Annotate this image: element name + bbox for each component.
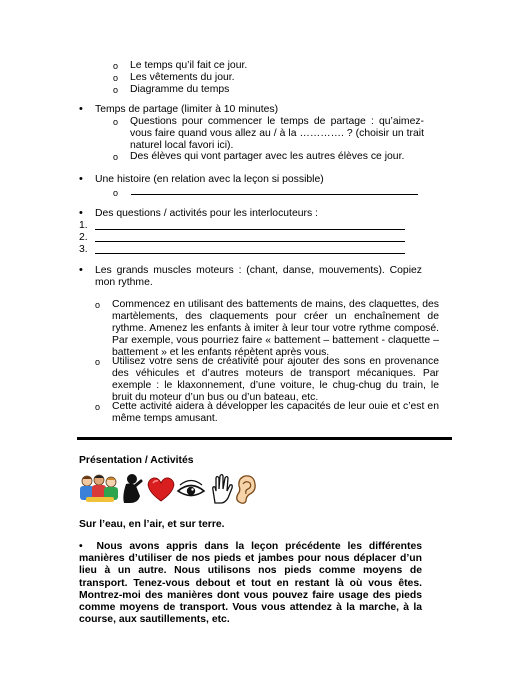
- blank-line: [95, 229, 405, 230]
- question-number: 3.: [79, 244, 88, 255]
- question-number: 1.: [79, 220, 88, 231]
- eye-icon: [178, 481, 204, 496]
- blank-line: [95, 241, 405, 242]
- ear-icon: [237, 476, 255, 503]
- children-icon: [80, 475, 118, 502]
- activity-icons: [78, 472, 258, 506]
- praying-figure-icon: [123, 474, 141, 503]
- section-paragraph: • Nous avons appris dans la leçon précédente les différentes manières d’utiliser de nos pieds et jambes pour nous déplacer d’un lieu à un autre. Nous utilisons nos pieds comme moyens de transport. Tenez-vous debout et tout en restant là où vous êtes. Montrez-moi des manières dont vous pouvez faire usage des pieds comme moyens de transport. Vous vous attendez à la marche, à la course, aux sautillements, etc.: [79, 541, 422, 626]
- section-divider: [77, 437, 452, 440]
- section-title: Présentation / Activités: [79, 455, 194, 466]
- heart-icon: [148, 478, 174, 501]
- section-subtitle: Sur l’eau, en l’air, et sur terre.: [79, 519, 225, 530]
- document-page: o Le temps qu’il fait ce jour. o Les vêtements du jour. o Diagramme du temps • Temps de partage (limiter à 10 minutes) o Questions pour commencer le temps de partage : qu’aimez-vous faire quand vous allez au / à la …………. ? (choisir un trait naturel local favori ici). o Des élèves qui vont partager avec les autres élèves ce jour. • Une histoire (en relation avec la leçon si possible) o • Des questions / activités pour les interlocuteurs : 1. 2. 3. • Les grands muscles moteurs : (chant, danse, mouvements). Copiez mon rythme. o Commencez en utilisant des battements de mains, des claquettes, des martèlements, des claquements pour créer un enchaînement de rythme. Amenez les enfants à imiter à leur tour votre rythme composé. Par exemple, vous pourriez faire « battement – battement - claquette – battement » et les enfants répètent après vous. o Utilisez votre sens de créativité pour ajouter des sons en provenance des véhicules et d’autres moteurs de transport mécaniques. Par exemple : le klaxonnement, d’une voiture, le chug-chug du train, le bruit du moteur d’un bus ou d’un bateau, etc. o Cette activité aidera à développer les capacités de leur ouie et c’est en même temps amusant. Présentation / Activités Sur l’eau, en l’air, et sur terre. • Nous avons appris dans la leçon précédente les différentes manières d’utiliser de nos pieds et jambes pour nous déplacer d’un lieu à un autre. Nous utilisons nos pieds comme moyens de transport. Tenez-vous debout et tout en restant là où vous êtes. Montrez-moi des manières dont vous pouvez faire usage des pieds comme moyens de transport. Vous vous attendez à la marche, à la course, aux sautillements, etc.: [0, 0, 532, 688]
- question-number: 2.: [79, 232, 88, 243]
- blank-line: [131, 194, 418, 195]
- hand-icon: [213, 475, 233, 504]
- blank-line: [95, 253, 405, 254]
